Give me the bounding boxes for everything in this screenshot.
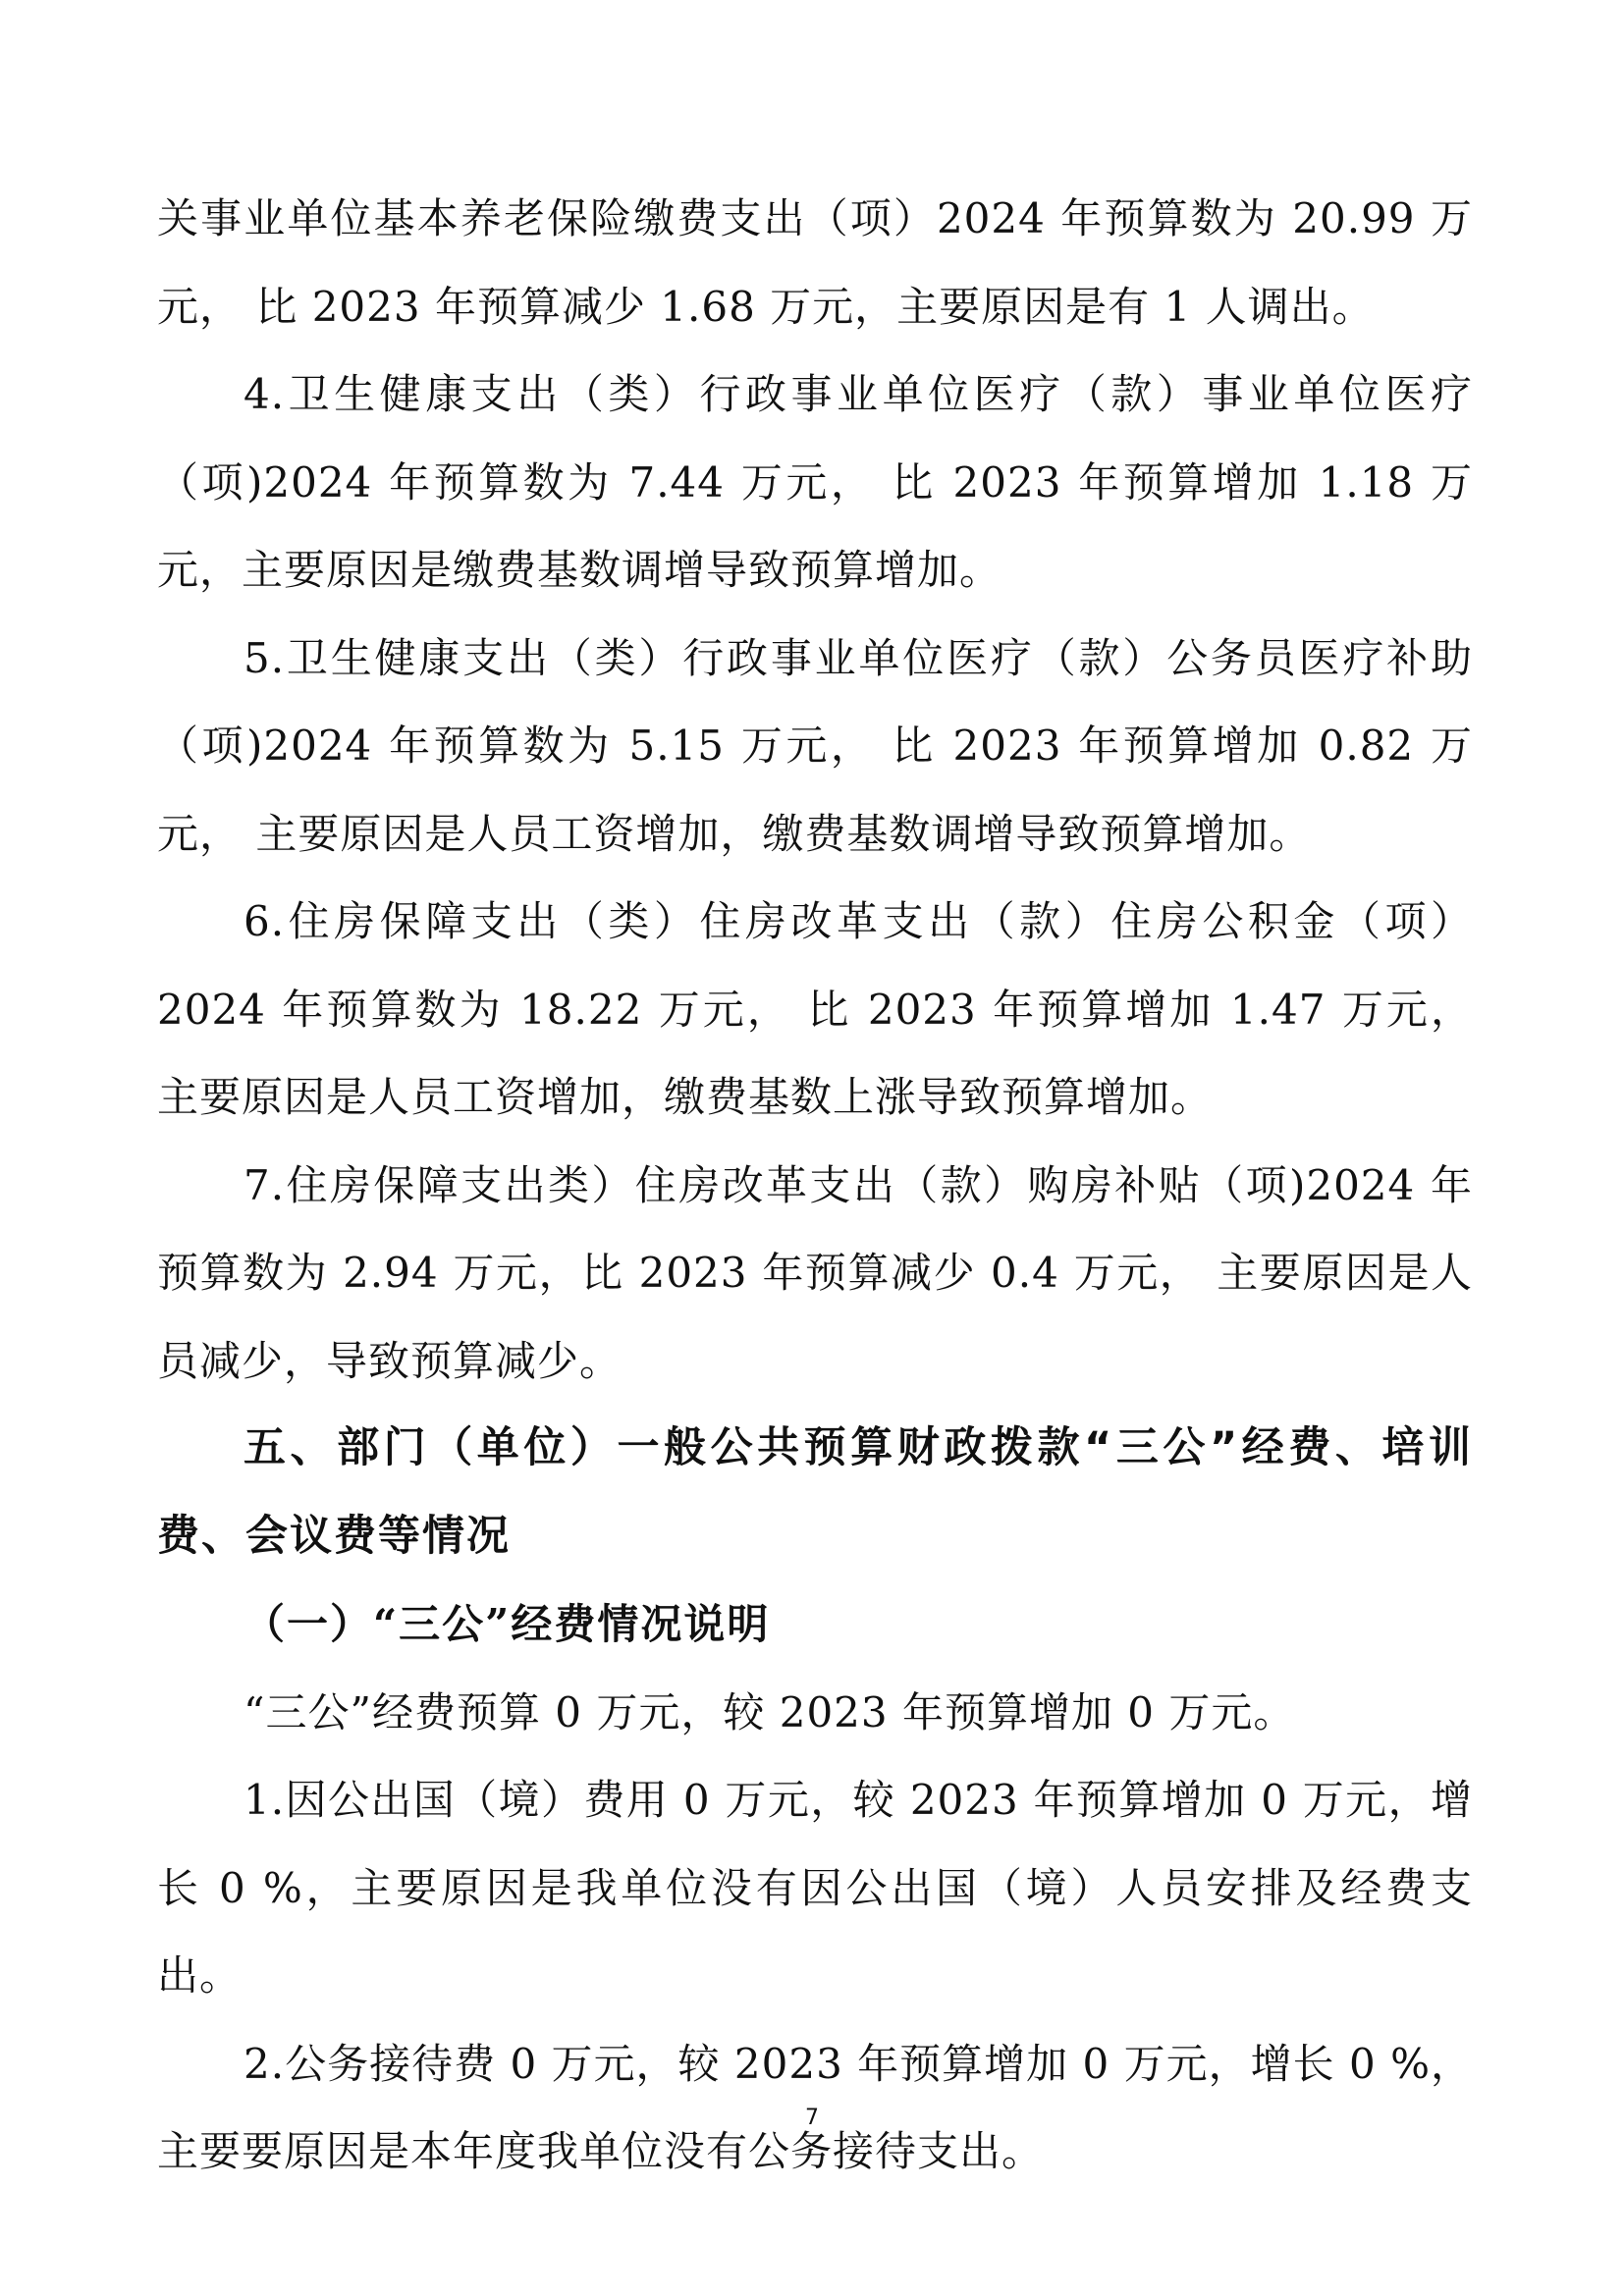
section-heading-three-public-expenses: 五、部门（单位）一般公共预算财政拨款“三公”经费、培训费、会议费等情况 xyxy=(157,1423,1473,1561)
paragraph-health-institution-medical: 4.卫生健康支出（类）行政事业单位医疗（款）事业单位医疗（项)2024 年预算数为 7.44 万元， 比 2023 年预算增加 1.18 万元，主要原因是缴费基数调增导致预算增加。 xyxy=(157,370,1473,594)
paragraph-health-civil-servant-medical: 5.卫生健康支出（类）行政事业单位医疗（款）公务员医疗补助（项)2024 年预算数为 5.15 万元， 比 2023 年预算增加 0.82 万元， 主要原因是人员工资增加，缴费基数调增导致预算增加。 xyxy=(157,633,1473,858)
paragraph-official-reception: 2.公务接待费 0 万元，较 2023 年预算增加 0 万元，增长 0 %，主要要原因是本年度我单位没有公务接待支出。 xyxy=(157,2039,1473,2175)
paragraph-overseas-travel: 1.因公出国（境）费用 0 万元，较 2023 年预算增加 0 万元，增长 0 %，主要原因是我单位没有因公出国（境）人员安排及经费支出。 xyxy=(157,1776,1473,2000)
subsection-heading-three-public-expenses: （一）“三公”经费情况说明 xyxy=(244,1600,771,1648)
page-body xyxy=(157,175,1473,2196)
paragraph-three-public-budget: “三公”经费预算 0 万元，较 2023 年预算增加 0 万元。 xyxy=(244,1687,1296,1736)
paragraph-housing-subsidy: 7.住房保障支出类）住房改革支出（款）购房补贴（项)2024 年预算数为 2.94 万元，比 2023 年预算减少 0.4 万元， 主要原因是人员减少，导致预算减少。 xyxy=(157,1160,1473,1385)
paragraph-housing-provident-fund: 6.住房保障支出（类）住房改革支出（款）住房公积金（项）2024 年预算数为 18.22 万元， 比 2023 年预算增加 1.47 万元， 主要原因是人员工资增加，缴费基数上涨导致预算增加。 xyxy=(157,897,1473,1121)
paragraph-pension-continuation: 关事业单位基本养老保险缴费支出（项）2024 年预算数为 20.99 万元， 比 2023 年预算减少 1.68 万元，主要原因是有 1 人调出。 xyxy=(157,194,1473,331)
page-number: 7 xyxy=(805,2106,819,2130)
